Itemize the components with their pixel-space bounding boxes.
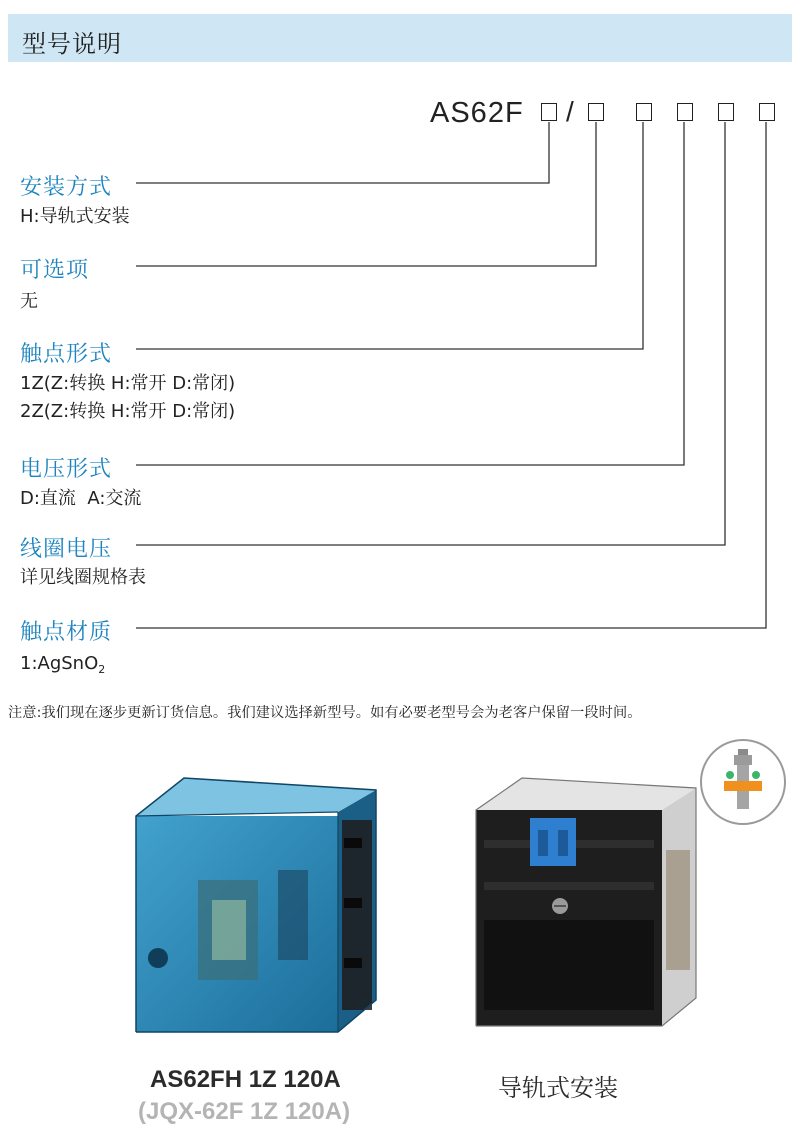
section-title-coil-voltage: 线圈电压 <box>20 537 113 562</box>
section-title-option: 可选项 <box>20 258 90 283</box>
page-title: 型号说明 <box>22 30 122 58</box>
relay-din-rail-image <box>470 770 710 1060</box>
material-subscript: 2 <box>98 663 106 676</box>
section-title-contact-material: 触点材质 <box>20 620 113 645</box>
notice-text: 注意:我们现在逐步更新订货信息。我们建议选择新型号。如有必要老型号会为老客户保留一段时间。 <box>8 705 642 721</box>
relay-blue-image <box>128 770 388 1060</box>
product-caption-legacy: (JQX-62F 1Z 120A) <box>138 1098 351 1125</box>
model-code-prefix: AS62F <box>430 97 524 129</box>
section-text-option: 无 <box>20 291 38 312</box>
material-formula: 1:AgSnO <box>20 653 99 674</box>
code-slash: / <box>566 96 574 127</box>
product-caption-primary: AS62FH 1Z 120A <box>150 1066 341 1093</box>
section-title-voltage-type: 电压形式 <box>20 457 113 482</box>
section-title-mounting: 安装方式 <box>20 175 113 200</box>
section-title-contact-form: 触点形式 <box>20 342 113 367</box>
section-text-mounting: H:导轨式安装 <box>20 206 130 227</box>
din-rail-mount-icon <box>698 737 788 827</box>
section-text-contact-form: 1Z(Z:转换 H:常开 D:常闭) 2Z(Z:转换 H:常开 D:常闭) <box>20 373 236 422</box>
section-text-contact-material <box>20 650 105 680</box>
section-text-coil-voltage: 详见线圈规格表 <box>20 567 146 588</box>
product-caption-din-rail: 导轨式安装 <box>498 1074 618 1102</box>
section-text-voltage-type: D:直流 A:交流 <box>20 488 142 509</box>
